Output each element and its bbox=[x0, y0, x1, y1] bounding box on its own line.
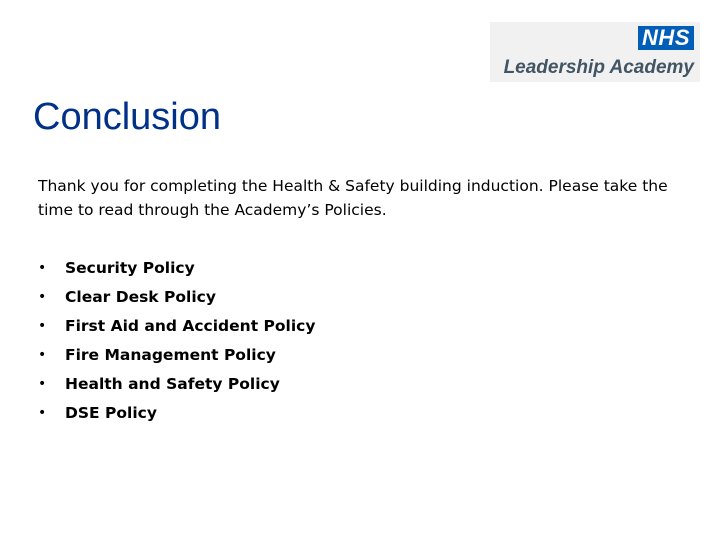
policy-label: First Aid and Accident Policy bbox=[65, 316, 316, 335]
logo-text: Leadership Academy bbox=[503, 57, 694, 78]
policy-item-dse bbox=[38, 398, 315, 427]
nhs-badge: NHS bbox=[638, 26, 694, 50]
policy-item-health-safety bbox=[38, 369, 315, 398]
policy-label: Fire Management Policy bbox=[65, 345, 276, 364]
policy-label: Health and Safety Policy bbox=[65, 374, 280, 393]
policy-label: Security Policy bbox=[65, 258, 195, 277]
bullet-icon: • bbox=[38, 404, 47, 421]
policy-item-first-aid bbox=[38, 311, 315, 340]
nhs-leadership-academy-logo bbox=[490, 22, 700, 82]
policy-label: Clear Desk Policy bbox=[65, 287, 216, 306]
intro-paragraph: Thank you for completing the Health & Safety building induction. Please take the time to read through the Academy’s Policies. bbox=[38, 177, 668, 219]
bullet-icon: • bbox=[38, 288, 47, 305]
bullet-icon: • bbox=[38, 317, 47, 334]
slide-title: Conclusion bbox=[33, 96, 221, 138]
bullet-icon: • bbox=[38, 375, 47, 392]
policy-item-security bbox=[38, 253, 315, 282]
policy-label: DSE Policy bbox=[65, 403, 157, 422]
bullet-icon: • bbox=[38, 346, 47, 363]
policy-item-fire-management bbox=[38, 340, 315, 369]
policy-list bbox=[38, 253, 315, 427]
policy-item-clear-desk bbox=[38, 282, 315, 311]
bullet-icon: • bbox=[38, 259, 47, 276]
